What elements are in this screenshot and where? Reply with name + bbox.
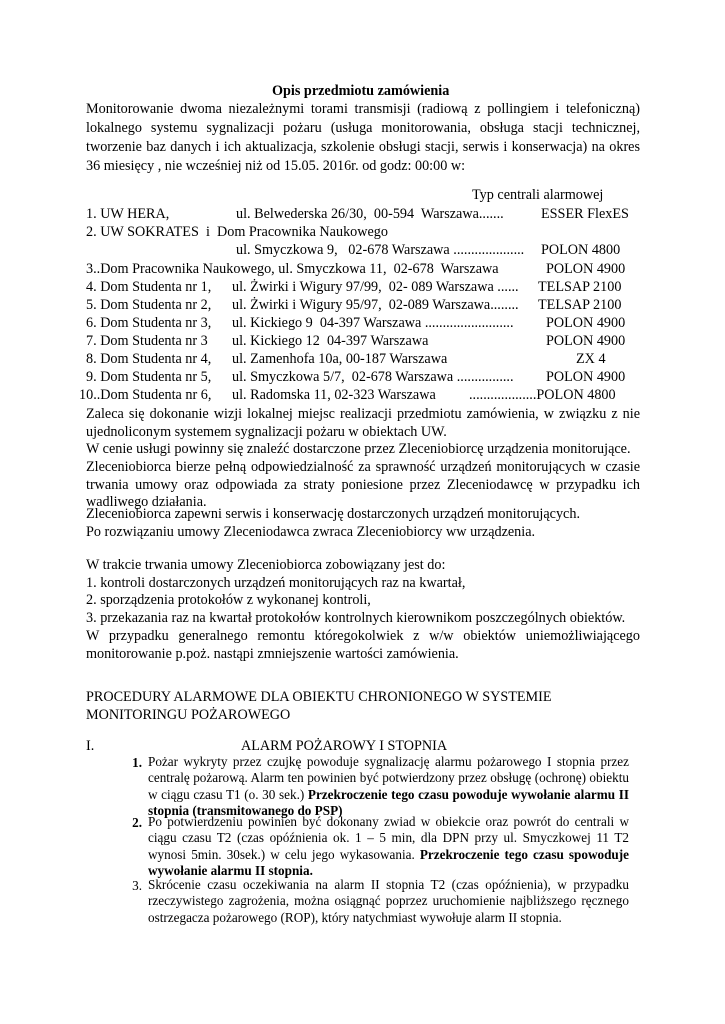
object-name: 4. Dom Studenta nr 1, bbox=[86, 279, 212, 295]
paragraph: Zleceniobiorca zapewni serwis i konserwację dostarczonych urządzeń monitorujących. bbox=[86, 506, 580, 522]
duty-item: 1. kontroli dostarczonych urządzeń monitorujących raz na kwartał, bbox=[86, 575, 466, 591]
object-name: 7. Dom Studenta nr 3 bbox=[86, 333, 208, 349]
duty-item: 3. przekazania raz na kwartał protokołów kontrolnych kierownikom poszczególnych obiektów. bbox=[86, 610, 626, 626]
object-alarm-type: TELSAP 2100 bbox=[538, 297, 622, 313]
paragraph: Po rozwiązaniu umowy Zleceniodawca zwraca Zleceniobiorcy ww urządzenia. bbox=[86, 524, 536, 540]
paragraph: Zaleca się dokonanie wizji lokalnej miejsc realizacji przedmiotu zamówienia, w związku z nie ujednoliconym systemem sygnalizacji pożaru w obiektach UW. bbox=[86, 406, 640, 440]
object-alarm-type: ESSER FlexES bbox=[541, 206, 629, 222]
duty-item: 2. sporządzenia protokołów z wykonanej kontroli, bbox=[86, 592, 371, 608]
object-alarm-type: POLON 4900 bbox=[546, 261, 626, 277]
object-alarm-type: TELSAP 2100 bbox=[538, 279, 622, 295]
objects-header: Typ centrali alarmowej bbox=[472, 187, 604, 203]
section-title: ALARM POŻAROWY I STOPNIA bbox=[241, 738, 448, 754]
duties-intro: W trakcie trwania umowy Zleceniobiorca zobowiązany jest do: bbox=[86, 557, 446, 573]
step-number: 2. bbox=[132, 815, 142, 830]
procedures-title: PROCEDURY ALARMOWE DLA OBIEKTU CHRONIONEGO W SYSTEMIE MONITORINGU POŻAROWEGO bbox=[86, 689, 552, 723]
intro-line: 36 miesięcy , nie wcześniej niż od 15.05. 2016r. od godz: 00:00 w: bbox=[86, 158, 466, 174]
object-alarm-type: POLON 4900 bbox=[546, 333, 626, 349]
intro-line: tworzenie baz danych i ich aktualizacja, szkolenie obsługi stacji, serwis i konserwacja) na okres bbox=[86, 139, 640, 155]
object-address: ul. Smyczkowa 5/7, 02-678 Warszawa ................ bbox=[232, 369, 514, 385]
object-name: 5. Dom Studenta nr 2, bbox=[86, 297, 212, 313]
paragraph: Zleceniobiorca bierze pełną odpowiedzialność za sprawność urządzeń monitorujących w czasie trwania umowy oraz odpowiada za straty poniesione przez Zleceniodawcę w przypadku ich wadliwego działania. bbox=[86, 459, 640, 510]
object-name: 2. UW SOKRATES i Dom Pracownika Naukowego bbox=[86, 224, 388, 240]
object-address: ul. Kickiego 9 04-397 Warszawa ......................... bbox=[232, 315, 514, 331]
step-text: Pożar wykryty przez czujkę powoduje sygnalizację alarmu pożarowego I stopnia przez centralę pożarową. Alarm ten powinien być potwierdzony przez obsługę (ochronę) obiektu w ciągu czasu T1 (o. 30 sek.) Przekroczenie tego czasu powoduje wywołanie alarmu II stopnia (transmitowanego do PSP) bbox=[148, 754, 629, 819]
object-name: 1. UW HERA, bbox=[86, 206, 170, 222]
step-number: 1. bbox=[132, 755, 142, 770]
section-numeral: I. bbox=[86, 738, 95, 754]
page-title: Opis przedmiotu zamówienia bbox=[272, 83, 450, 99]
step-number: 3. bbox=[132, 878, 142, 893]
object-alarm-type: ...................POLON 4800 bbox=[469, 387, 616, 403]
object-address: ul. Żwirki i Wigury 95/97, 02-089 Warszawa........ bbox=[232, 297, 519, 313]
object-alarm-type: ZX 4 bbox=[576, 351, 606, 367]
object-address: ul. Radomska 11, 02-323 Warszawa bbox=[232, 387, 436, 403]
object-address: ul. Zamenhofa 10a, 00-187 Warszawa bbox=[232, 351, 448, 367]
duties-note: W przypadku generalnego remontu któregokolwiek z w/w obiektów uniemożliwiającego monitorowanie p.poż. nastąpi zmniejszenie wartości zamówienia. bbox=[86, 628, 640, 662]
object-name: 8. Dom Studenta nr 4, bbox=[86, 351, 212, 367]
object-name: 10..Dom Studenta nr 6, bbox=[79, 387, 212, 403]
object-alarm-type: POLON 4900 bbox=[546, 315, 626, 331]
object-address: ul. Smyczkowa 9, 02-678 Warszawa .................... bbox=[236, 242, 525, 258]
object-address: ul. Żwirki i Wigury 97/99, 02- 089 Warszawa ...... bbox=[232, 279, 519, 295]
paragraph: W cenie usługi powinny się znaleźć dostarczone przez Zleceniobiorcę urządzenia monitorujące. bbox=[86, 441, 631, 457]
object-name: 6. Dom Studenta nr 3, bbox=[86, 315, 212, 331]
step-text: Skrócenie czasu oczekiwania na alarm II stopnia T2 (czas opóźnienia), w przypadku rzeczywistego zagrożenia, można osiągnąć poprzez uruchomienie najbliższego ręcznego ostrzegacza pożarowego (ROP), który natychmiast wywołuje alarm II stopnia. bbox=[148, 877, 629, 925]
object-name: 9. Dom Studenta nr 5, bbox=[86, 369, 212, 385]
object-address: ul. Belwederska 26/30, 00-594 Warszawa....... bbox=[236, 206, 504, 222]
step-text: Po potwierdzeniu powinien być dokonany zwiad w obiekcie oraz powrót do centrali w ciągu czasu T2 (czas opóźnienia ok. 1 – 5 min, dla DPN przy ul. Smyczkowej 11 T2 wynosi 5min. 30sek.) w celu jego wykasowania. Przekroczenie tego czasu spowoduje wywołanie alarmu II stopnia. bbox=[148, 814, 630, 879]
object-name: 3..Dom Pracownika Naukowego, ul. Smyczkowa 11, 02-678 Warszawa bbox=[86, 261, 499, 277]
object-alarm-type: POLON 4900 bbox=[546, 369, 626, 385]
intro-line: lokalnego systemu sygnalizacji pożaru (usługa monitorowania, obsługa stacji technicznej, bbox=[86, 120, 640, 136]
object-address: ul. Kickiego 12 04-397 Warszawa bbox=[232, 333, 429, 349]
object-alarm-type: POLON 4800 bbox=[541, 242, 621, 258]
intro-line: Monitorowanie dwoma niezależnymi torami transmisji (radiową z pollingiem i telefoniczną) bbox=[86, 101, 640, 117]
